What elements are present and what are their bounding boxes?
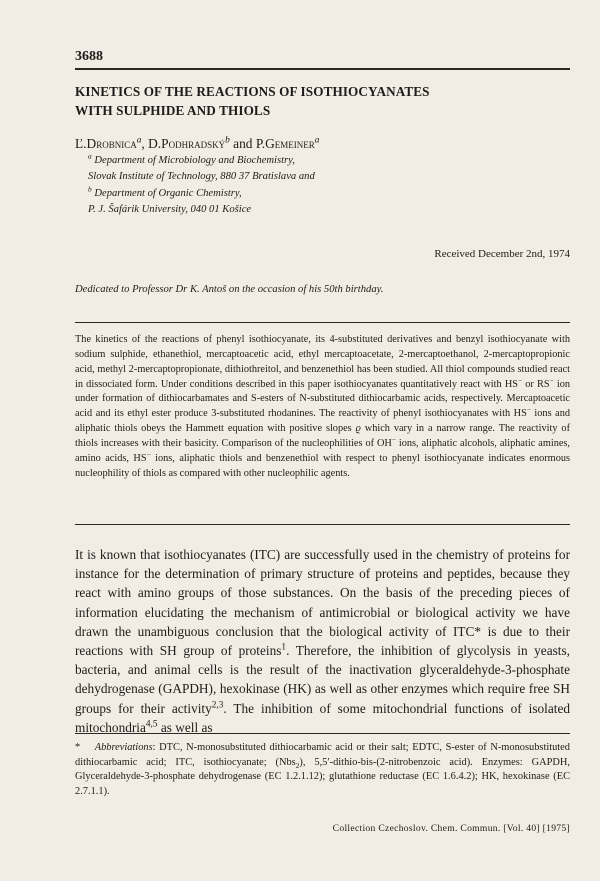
affiliation-a: $^a$ Department of Microbiology and Biochemistry, bbox=[88, 151, 295, 166]
abstract-bottom-rule bbox=[75, 524, 570, 525]
affiliation-b-line-2: P. J. Šafárik University, 040 01 Košice bbox=[88, 204, 252, 216]
author-list: Ľ.Drobnica$^a$, D.Podhradský$^b$ and P.Gemeiner$^a$ bbox=[75, 135, 320, 151]
abstract: The kinetics of the reactions of phenyl isothiocyanate, its 4-substituted derivatives and benzyl isothiocyanate with sodium sulphide, ethanethiol, mercaptoacetic acid, ethyl mercaptoacetate, 2-mercaptoethanol, 2-mercaptopropionic acid, methyl 2-mercaptopropionate, dithiothreitol, and benzenethiol has been studied. All thiol compounds studied react in dissociated form. Under conditions described in this paper isothiocyanates quantitatively react with HS− or RS− ion under formation of dithiocarbamates and S-esters of N-substituted dithiocarbamic acids, respectively. Mercaptoacetic acid and its ethyl ester produce 3-substituted rhodanines. The reactivity of phenyl isothiocyanates with HS− ions and aliphatic thiols obeys the Hammett equation with positive slopes ϱ which vary in a narrow range. The reactivity of thiols increases with their basicity. Comparison of the nucleophilities of OH− ions, aliphatic alcohols, aliphatic amines, amino acids, HS− ions, aliphatic thiols and benzenethiol with respect to phenyl isothiocyanate indicates enormous nucleophility of thiols as compared with other nucleophilic agents. bbox=[75, 334, 571, 479]
author-3: P.Gemeiner$^a$ bbox=[255, 135, 320, 151]
title-line-1: KINETICS OF THE REACTIONS OF ISOTHIOCYANATES bbox=[75, 84, 430, 99]
citation-4-5: 4,5 bbox=[145, 719, 158, 730]
header-rule bbox=[75, 68, 570, 70]
affiliation-b: $^b$ Department of Organic Chemistry, bbox=[88, 184, 242, 199]
citation-1: 1 bbox=[281, 642, 287, 653]
footnote-rule bbox=[75, 733, 570, 734]
received-date: Received December 2nd, 1974 bbox=[434, 248, 570, 260]
author-2: D.Podhradský$^b$ bbox=[148, 135, 230, 151]
abstract-top-rule bbox=[75, 322, 570, 323]
abbreviations-footnote: * Abbreviations: DTC, N-monosubstituted dithiocarbamic acid or their salt; EDTC, S-ester of N-monosubstituted dithiocarbamic acid; ITC, isothiocyanate; (Nbs$_2$), 5,5′-dithio-bis-(2-nitrobenzoic acid). Enzymes: GAPDH, Glyceraldehyde-3-phosphate dehydrogenase (EC 1.2.1.12); glutathione reductase (EC 1.6.4.2); HK, hexokinase (EC 2.7.1.1). bbox=[75, 742, 570, 797]
author-1: Ľ.Drobnica$^a$ bbox=[75, 135, 142, 151]
affiliation-a-line-2: Slovak Institute of Technology, 880 37 Bratislava and bbox=[88, 171, 315, 183]
title-line-2: WITH SULPHIDE AND THIOLS bbox=[75, 103, 271, 118]
citation-2-3: 2,3 bbox=[211, 700, 224, 711]
journal-footer: Collection Czechoslov. Chem. Commun. [Vol. 40] [1975] bbox=[332, 823, 570, 834]
body-paragraph: It is known that isothiocyanates (ITC) are successfully used in the chemistry of proteins for instance for the determination of primary structure of proteins and peptides, because they react with amino groups of those substances. On the basis of the preceding pieces of information elucidating the mechanism of antimicrobial or biological activity we have drawn the unambiguous conclusion that the biological activity of ITC* is due to their reactions with SH group of proteins$^1$. Therefore, the inhibition of glycolysis in yeasts, bacteria, and animal cells is the result of the inactivation glyceraldehyde-3-phosphate dehydrogenase (GAPDH), hexokinase (HK) as well as other enzymes which require free SH groups for their activity$^{2,3}$. The inhibition of some mitochondrial functions of isolated mitochondria$^{4,5}$ as well as bbox=[75, 547, 570, 735]
page-number: 3688 bbox=[75, 49, 103, 64]
article-title bbox=[75, 82, 570, 120]
affiliations bbox=[88, 153, 558, 219]
dedication: Dedicated to Professor Dr K. Antoš on the occasion of his 50th birthday. bbox=[75, 284, 384, 295]
